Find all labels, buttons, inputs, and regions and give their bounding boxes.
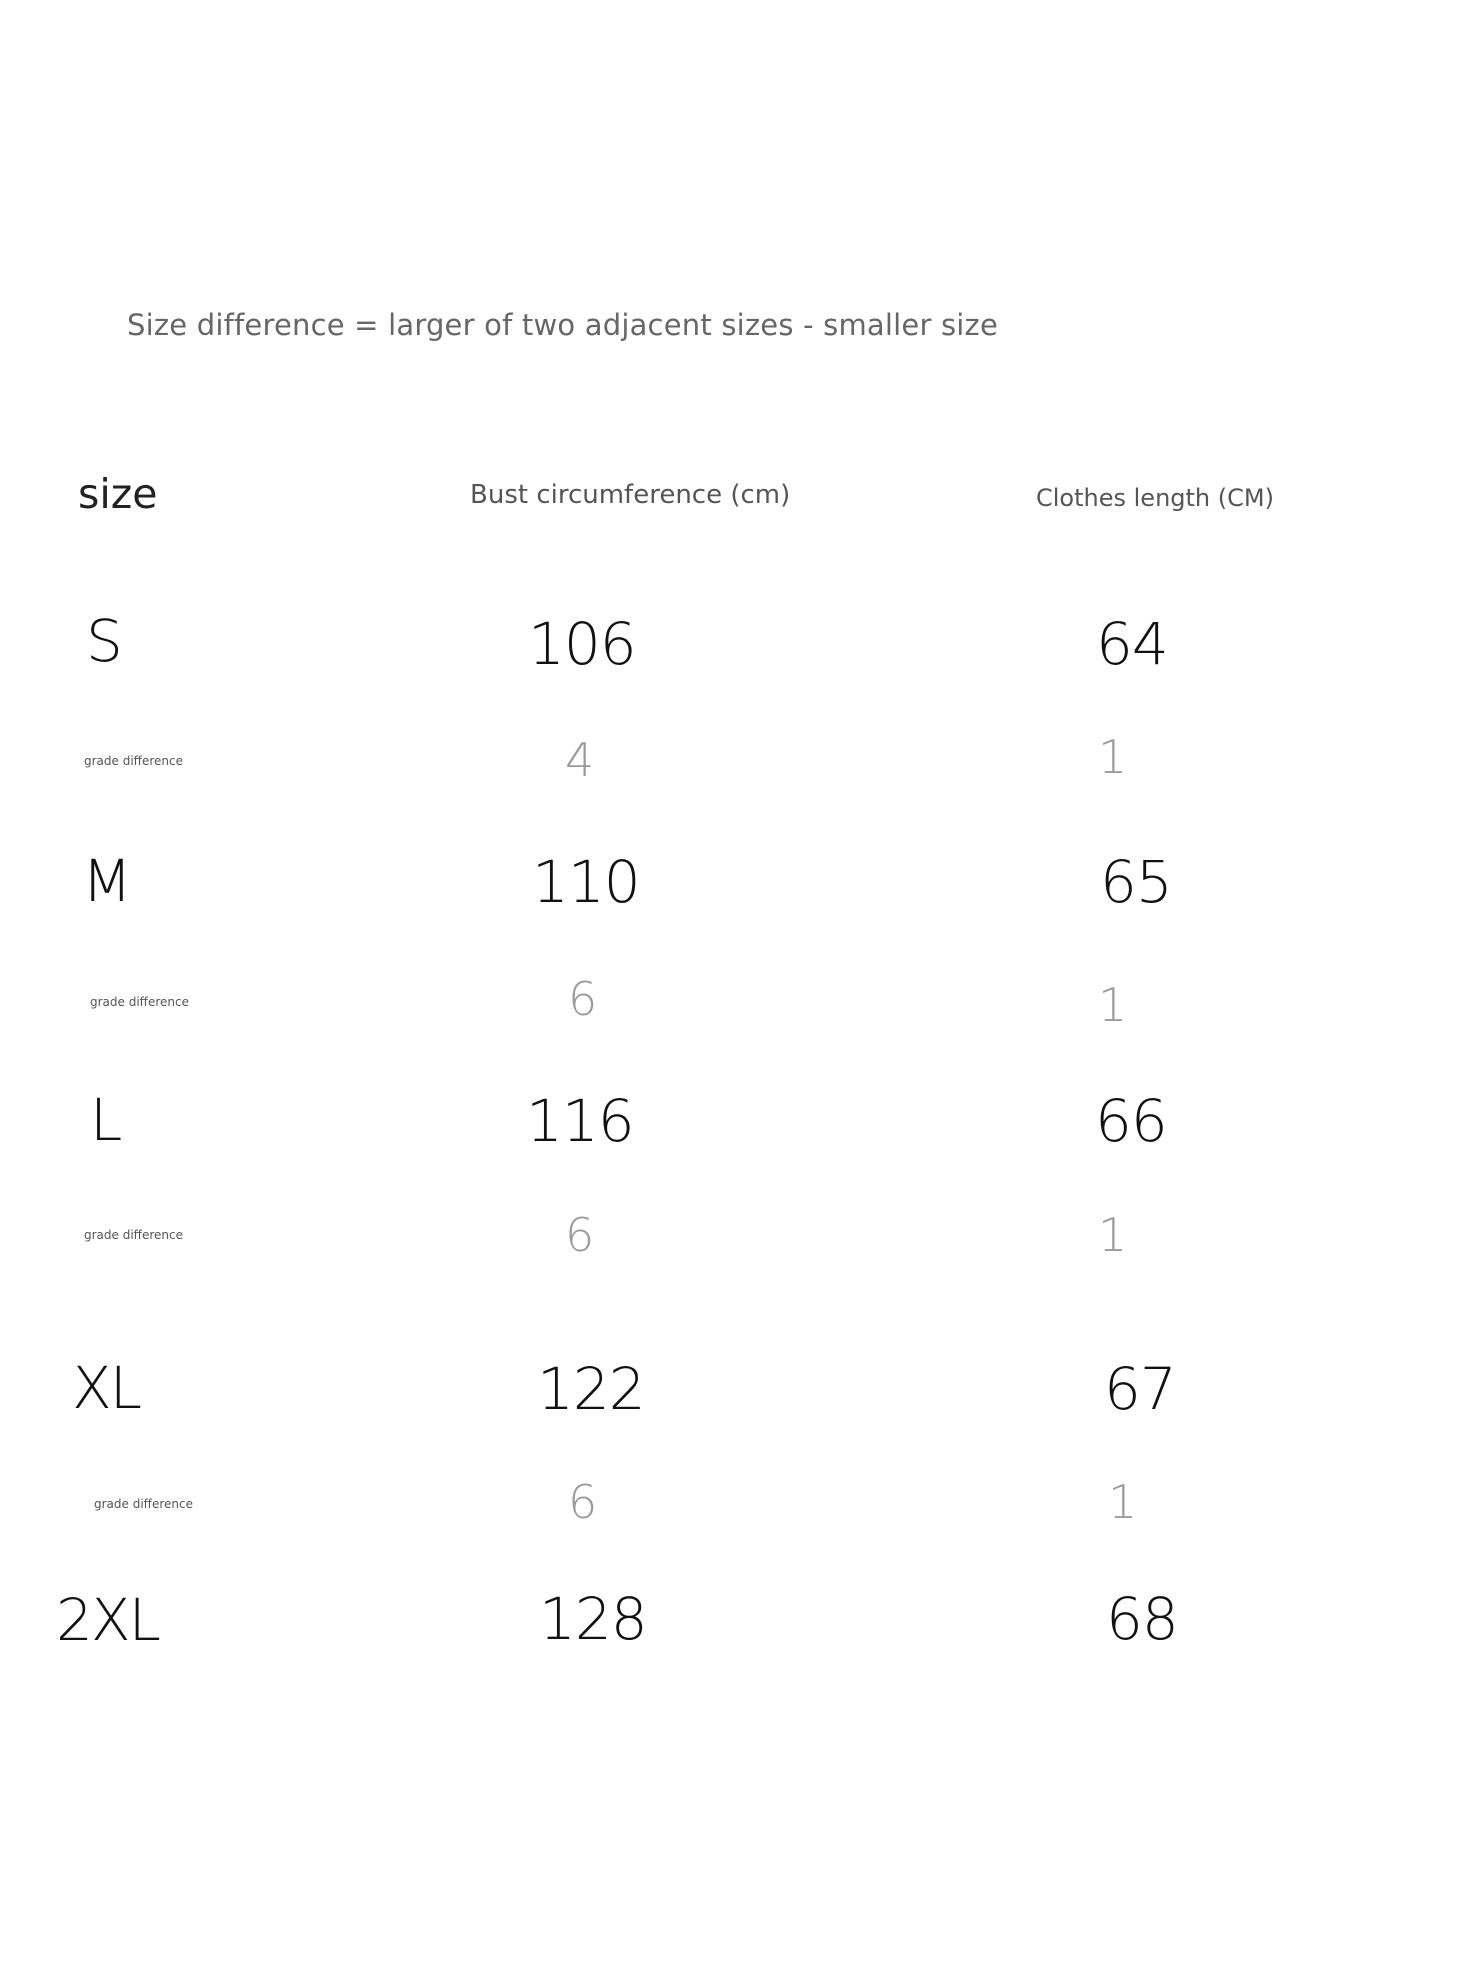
size-label: L — [90, 1086, 121, 1154]
bust-value: 116 — [526, 1087, 634, 1155]
size-label: M — [82, 847, 131, 915]
length-value: 67 — [1104, 1355, 1176, 1423]
grade-label: grade difference — [84, 754, 183, 768]
header-length: Clothes length (CM) — [1036, 484, 1274, 512]
grade-label: grade difference — [90, 995, 189, 1009]
bust-value: 122 — [537, 1355, 645, 1423]
bust-value: 106 — [528, 610, 636, 678]
grade-label: grade difference — [94, 1497, 193, 1511]
size-difference-note: Size difference = larger of two adjacent sizes - smaller size — [127, 308, 999, 342]
grade-length-value: 1 — [1098, 978, 1128, 1032]
size-label: S — [86, 607, 121, 675]
length-value: 68 — [1106, 1585, 1178, 1653]
grade-label: grade difference — [84, 1228, 183, 1242]
length-value: 65 — [1100, 848, 1172, 916]
grade-bust-value: 4 — [565, 733, 595, 787]
bust-value: 128 — [539, 1585, 647, 1653]
bust-value: 110 — [532, 848, 640, 916]
length-value: 64 — [1096, 610, 1168, 678]
grade-length-value: 1 — [1098, 730, 1128, 784]
size-label: 2XL — [56, 1586, 159, 1654]
header-bust: Bust circumference (cm) — [470, 480, 791, 510]
grade-length-value: 1 — [1108, 1475, 1138, 1529]
grade-bust-value: 6 — [565, 1208, 595, 1262]
header-size: size — [78, 470, 158, 518]
grade-bust-value: 6 — [568, 972, 598, 1026]
grade-length-value: 1 — [1098, 1208, 1128, 1262]
grade-bust-value: 6 — [568, 1475, 598, 1529]
length-value: 66 — [1095, 1087, 1167, 1155]
size-label: XL — [72, 1354, 141, 1422]
